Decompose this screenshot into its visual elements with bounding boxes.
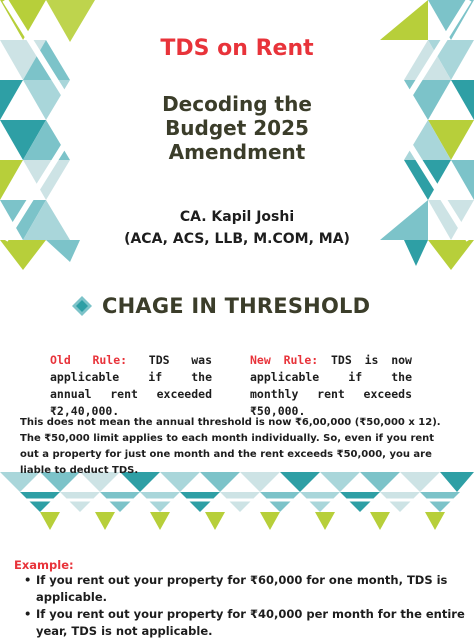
example-item-text: If you rent out your property for ₹40,000 per month for the entire year, TDS is not applicable. [36, 607, 465, 638]
author-name: CA. Kapil Joshi [179, 209, 295, 225]
new-rule-text: TDS is now applicable if the monthly rent exceeds ₹50,000. [250, 353, 412, 418]
bullet-icon: • [24, 607, 32, 621]
new-rule-label: New Rule: [250, 353, 319, 367]
new-rule [250, 352, 412, 420]
section-heading [72, 290, 370, 322]
old-rule-text: TDS was applicable if the annual rent exceeded ₹2,40,000. [50, 353, 212, 418]
section-heading-text: CHAGE IN THRESHOLD [102, 294, 371, 318]
old-rule-label: Old Rule: [50, 353, 128, 367]
page-title: TDS on Rent [160, 36, 314, 61]
list-item [22, 572, 470, 606]
author-block [90, 206, 384, 250]
threshold-note: This does not mean the annual threshold is now ₹6,00,000 (₹50,000 x 12). The ₹50,000 limit applies to each month individually. So, even if you rent out a property for just one month and the rent exceeds ₹50,000, you are liable to deduct TDS. [20, 417, 441, 476]
bullet-icon: • [24, 573, 32, 587]
example-list [22, 572, 470, 640]
example-label: Example: [14, 558, 74, 572]
list-item [22, 606, 470, 640]
old-rule [50, 352, 212, 420]
example-item-text: If you rent out your property for ₹60,000 for one month, TDS is applicable. [36, 573, 448, 604]
horizontal-triangle-band [0, 470, 474, 530]
subtitle-line: Amendment [168, 140, 306, 164]
author-credentials: (ACA, ACS, LLB, M.COM, MA) [124, 231, 350, 247]
subtitle-line: Budget 2025 [165, 116, 309, 140]
page-subtitle [90, 92, 384, 164]
diamond-icon [72, 296, 92, 316]
subtitle-line: Decoding the [162, 92, 312, 116]
